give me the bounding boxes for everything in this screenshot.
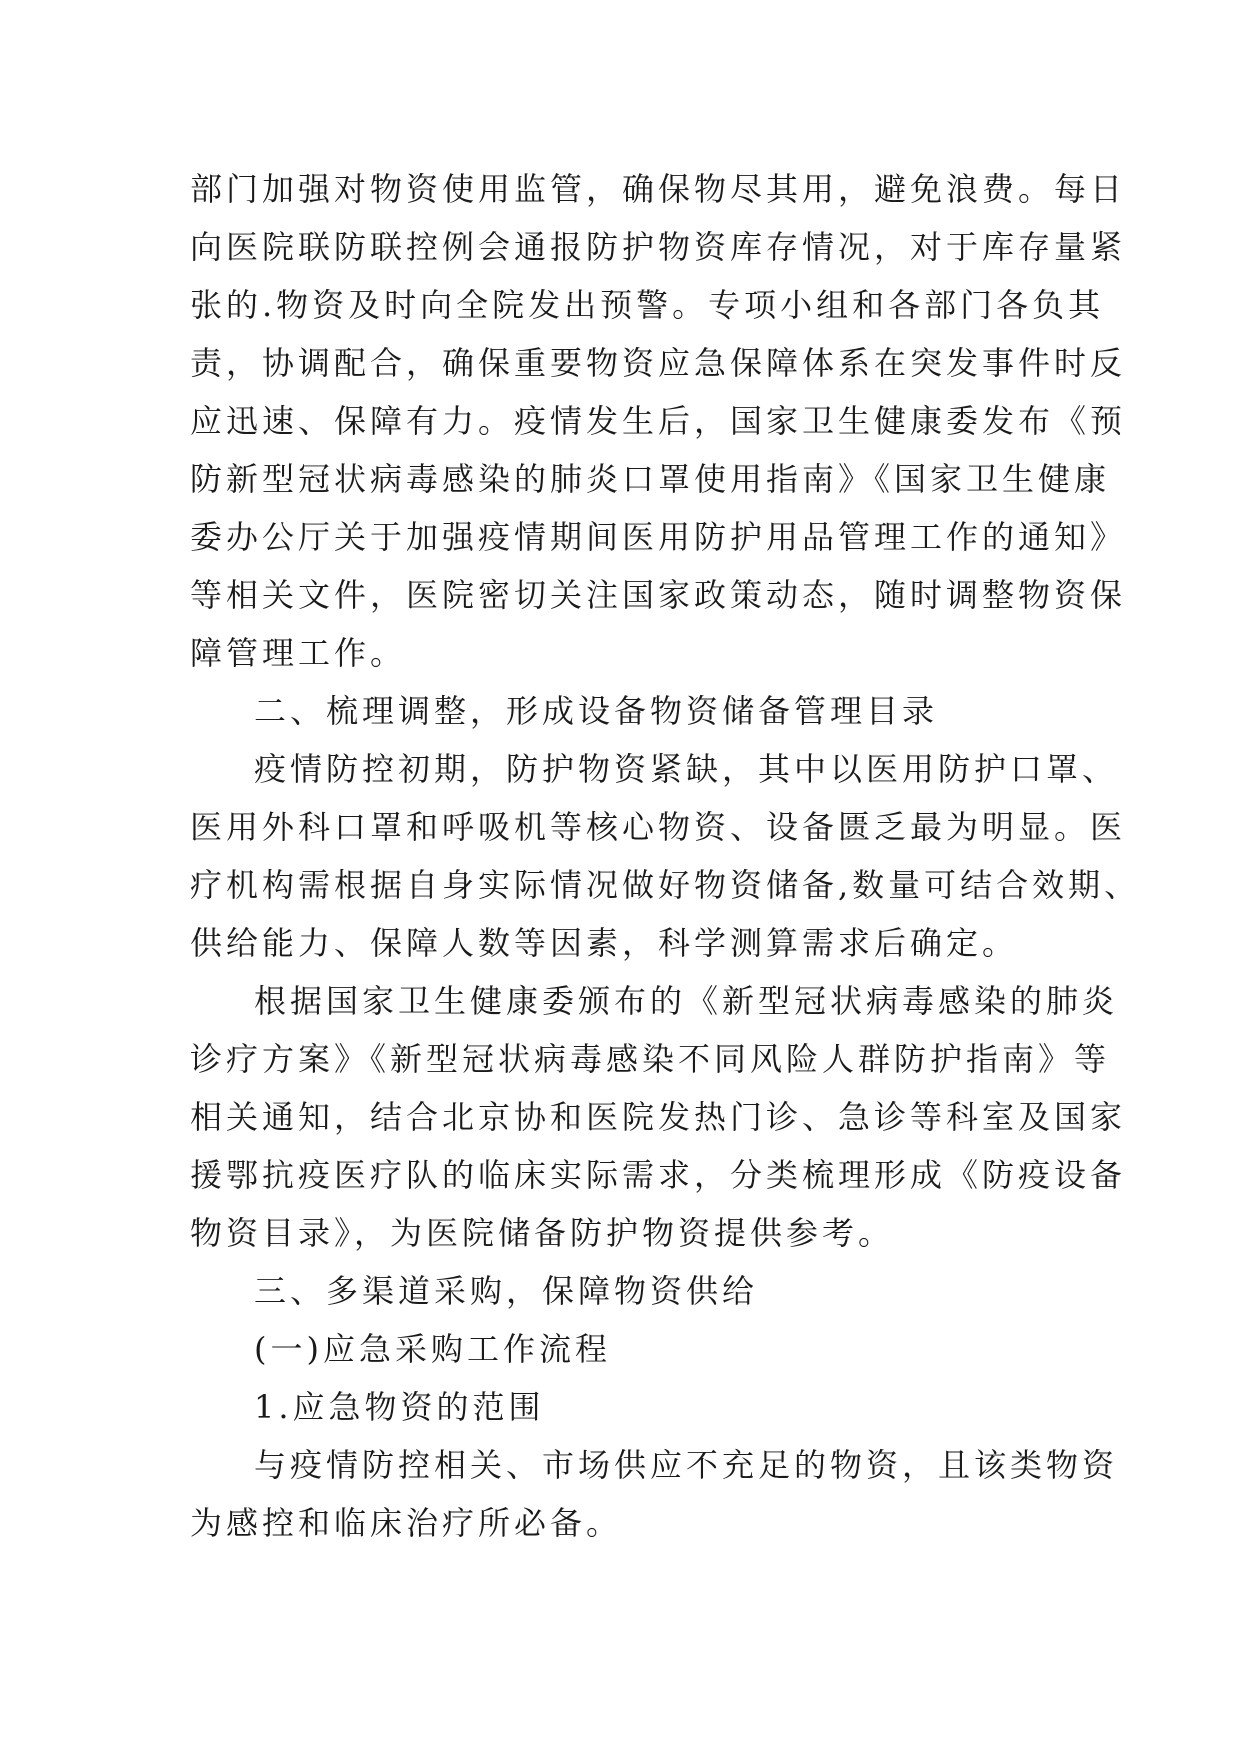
heading-text: 三、多渠道采购，保障物资供给 <box>254 1272 759 1310</box>
item-heading <box>190 1378 1070 1436</box>
text-line: 物资目录》，为医院储备防护物资提供参考。 <box>190 1214 895 1252</box>
text-line: 根据国家卫生健康委颁布的《新型冠状病毒感染的肺炎 <box>254 982 1119 1020</box>
text-line: 供给能力、保障人数等因素，科学测算需求后确定。 <box>190 924 1019 962</box>
heading-text: 二、梳理调整，形成设备物资储备管理目录 <box>254 692 939 730</box>
text-line: 防新型冠状病毒感染的肺炎口罩使用指南》《国家卫生健康 <box>190 460 1111 498</box>
paragraph-1 <box>190 160 1127 682</box>
text-line: 责，协调配合，确保重要物资应急保障体系在突发事件时反 <box>190 344 1127 382</box>
text-line: 应迅速、保障有力。疫情发生后，国家卫生健康委发布《预 <box>190 402 1127 440</box>
document-page <box>190 160 1141 1552</box>
text-line: 疫情防控初期，防护物资紧缺，其中以医用防护口罩、 <box>254 750 1119 788</box>
text-line: 部门加强对物资使用监管，确保物尽其用，避免浪费。每日 <box>190 170 1127 208</box>
text-line: 向医院联防联控例会通报防护物资库存情况，对于库存量紧 <box>190 228 1127 266</box>
paragraph-3 <box>190 972 1127 1262</box>
text-line: 等相关文件，医院密切关注国家政策动态，随时调整物资保 <box>190 576 1127 614</box>
text-line: 与疫情防控相关、市场供应不充足的物资，且该类物资 <box>254 1446 1119 1484</box>
text-line: 疗机构需根据自身实际情况做好物资储备,数量可结合效期、 <box>190 866 1141 904</box>
text-line: 诊疗方案》《新型冠状病毒感染不同风险人群防护指南》等 <box>190 1040 1111 1078</box>
section-heading-3 <box>190 1262 1070 1320</box>
heading-text: 1.应急物资的范围 <box>254 1388 545 1426</box>
text-line: 为感控和临床治疗所必备。 <box>190 1504 623 1542</box>
text-line: 援鄂抗疫医疗队的临床实际需求，分类梳理形成《防疫设备 <box>190 1156 1127 1194</box>
text-line: 相关通知，结合北京协和医院发热门诊、急诊等科室及国家 <box>190 1098 1127 1136</box>
section-heading-2 <box>190 682 1070 740</box>
text-line: 委办公厅关于加强疫情期间医用防护用品管理工作的通知》 <box>190 518 1127 556</box>
text-line: 医用外科口罩和呼吸机等核心物资、设备匮乏最为明显。医 <box>190 808 1127 846</box>
text-line: 张的.物资及时向全院发出预警。专项小组和各部门各负其 <box>190 286 1105 324</box>
paragraph-4 <box>190 1436 1119 1552</box>
text-line: 障管理工作。 <box>190 634 407 672</box>
subsection-heading <box>190 1320 1070 1378</box>
paragraph-2 <box>190 740 1141 972</box>
heading-text: (一)应急采购工作流程 <box>254 1330 611 1368</box>
